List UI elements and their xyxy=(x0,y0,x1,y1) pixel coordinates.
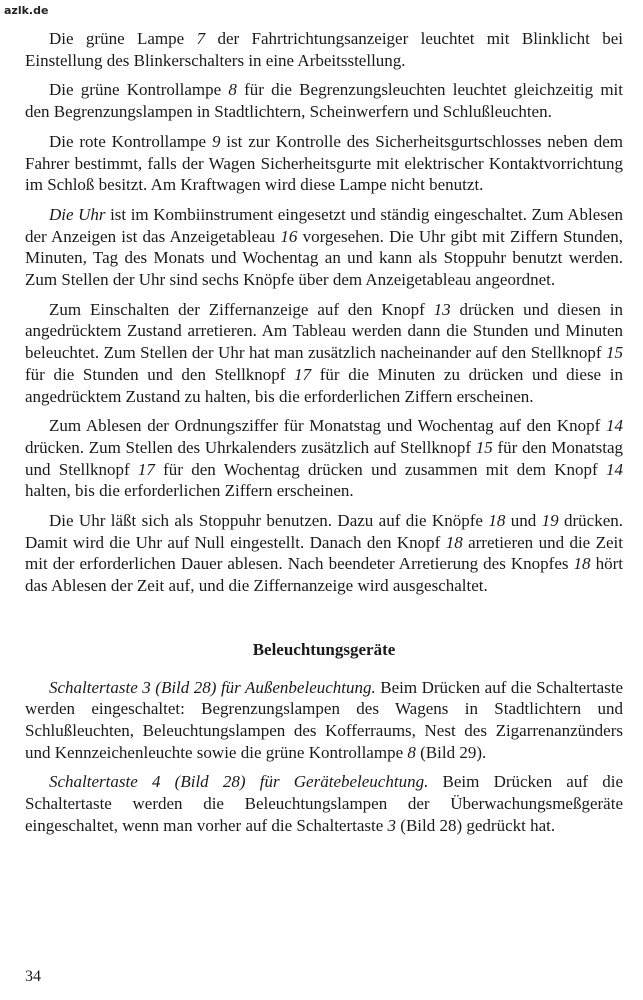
text-run: Beim Drücken auf die Schaltertaste werden eingeschaltet: Begrenzungslampen des Wagens in Stadtlichtern und Schlußleuchten, Beleuchtungslampen des Kofferraums, Nest des Zigarrenanzünders und Kennzeichenleuchte sowie die grüne Kontrollampe xyxy=(25,677,623,762)
text-run: Beim Drücken auf die Schaltertaste werden die Beleuchtungslampen der Überwachungsmeßgeräte eingeschaltet, wenn man vorher auf die Schaltertaste xyxy=(25,772,623,835)
ref-number: 7 xyxy=(196,29,206,48)
term: Schaltertaste 3 (Bild 28) für Außenbeleuchtung. xyxy=(49,677,376,697)
ref-number: 15 xyxy=(475,437,493,457)
text-run: für die Begrenzungsleuchten leuchtet gleichzeitig mit den Begrenzungslampen in Stadtlichtern, Scheinwerfern und Schlußleuchten. xyxy=(25,80,623,122)
ref-number: 15 xyxy=(606,343,623,363)
text-run: für die Stunden und den Stellknopf xyxy=(25,364,295,384)
text-run: (Bild 28) gedrückt hat. xyxy=(396,815,556,835)
ref-number: 14 xyxy=(606,416,623,436)
ref-number: 19 xyxy=(541,511,559,531)
text-run: drücken und diesen in angedrücktem Zustand arretieren. Am Tableau werden dann die Stunden und Minuten beleuchtet. Zum Stellen der Uhr hat man zusätzlich nacheinander auf den Stellknopf xyxy=(25,299,624,363)
ref-number: 8 xyxy=(228,80,237,100)
text-run: (Bild 29). xyxy=(415,742,487,762)
ref-number: 18 xyxy=(573,554,591,574)
ref-number: 9 xyxy=(211,131,221,151)
ref-number: 14 xyxy=(606,459,623,479)
paragraph-calendar xyxy=(25,415,623,502)
page-number: 34 xyxy=(25,968,41,985)
text-run: und xyxy=(505,511,542,531)
ref-number: 18 xyxy=(488,511,506,531)
text-run: arretieren und die Zeit mit der erforderlichen Dauer ablesen. Nach beendeter Arretierung des Knopfes xyxy=(25,532,623,574)
site-watermark: azlk.de xyxy=(4,4,49,17)
text-run: halten, bis die erforderlichen Ziffern erscheinen. xyxy=(25,481,354,501)
text-run: ist zur Kontrolle des Sicherheitsgurtschlosses neben dem Fahrer bestimmt, falls der Wagen Sicherheitsgurte mit elektrischer Kontaktvorrichtung im Schloß besitzt. Am Kraftwagen wird diese Lampe nicht benutzt. xyxy=(25,131,623,195)
paragraph-clock-display xyxy=(25,299,623,408)
text-run: drücken. Damit wird die Uhr auf Null eingestellt. Danach den Knopf xyxy=(25,511,623,552)
paragraph-clock xyxy=(25,204,623,291)
ref-number: 13 xyxy=(433,299,451,319)
paragraph-switch-3 xyxy=(25,677,623,764)
paragraph-switch-4 xyxy=(25,771,623,836)
document-page xyxy=(25,28,623,845)
term: Schaltertaste 4 (Bild 28) für Gerätebeleuchtung. xyxy=(49,772,429,792)
text-run: Die rote Kontrollampe xyxy=(49,131,212,151)
paragraph-green-lamp xyxy=(25,28,623,71)
ref-number: 17 xyxy=(294,364,312,384)
text-run: hört das Ablesen der Zeit auf, und die Ziffernanzeige wird ausgeschaltet. xyxy=(25,554,623,596)
paragraph-control-lamp xyxy=(25,79,623,122)
text-run: für den Monatstag und Stellknopf xyxy=(25,437,623,479)
text-run: drücken. Zum Stellen des Uhrkalenders zusätzlich auf Stellknopf xyxy=(25,437,476,457)
ref-number: 18 xyxy=(445,532,463,552)
ref-number: 17 xyxy=(137,459,155,479)
text-run: der Fahrtrichtungsanzeiger leuchtet mit Blinklicht bei Einstellung des Blinkerschalters in eine Arbeitsstellung. xyxy=(25,29,623,70)
text-run: vorgesehen. Die Uhr gibt mit Ziffern Stunden, Minuten, Tag des Monats und Wochentag an und kann als Stoppuhr benutzt werden. Zum Stellen der Uhr sind sechs Knöpfe über dem Anzeigetableau angeordnet. xyxy=(25,226,623,290)
text-run: Die Uhr läßt sich als Stoppuhr benutzen. Dazu auf die Knöpfe xyxy=(49,511,489,531)
text-run: Die grüne Lampe xyxy=(49,29,197,48)
section-heading: Beleuchtungsgeräte xyxy=(252,639,396,659)
text-run: für die Minuten zu drücken und diese in angedrücktem Zustand zu halten, bis die erforderlichen Ziffern erscheinen. xyxy=(25,364,623,406)
paragraph-red-lamp xyxy=(25,131,623,196)
term: Die Uhr xyxy=(49,204,106,224)
ref-number: 3 xyxy=(387,815,397,835)
text-run: Die grüne Kontrollampe xyxy=(49,80,229,100)
ref-number: 8 xyxy=(407,742,416,762)
text-run: für den Wochentag drücken und zusammen mit dem Knopf xyxy=(154,459,606,479)
text-run: ist im Kombiinstrument eingesetzt und ständig eingeschaltet. Zum Ablesen der Anzeigen ist das Anzeigetableau xyxy=(25,204,623,246)
ref-number: 16 xyxy=(280,226,298,246)
text-run: Zum Ablesen der Ordnungsziffer für Monatstag und Wochentag auf den Knopf xyxy=(49,416,606,436)
paragraph-stopwatch xyxy=(25,510,623,597)
text-run: Zum Einschalten der Ziffernanzeige auf den Knopf xyxy=(49,299,434,319)
